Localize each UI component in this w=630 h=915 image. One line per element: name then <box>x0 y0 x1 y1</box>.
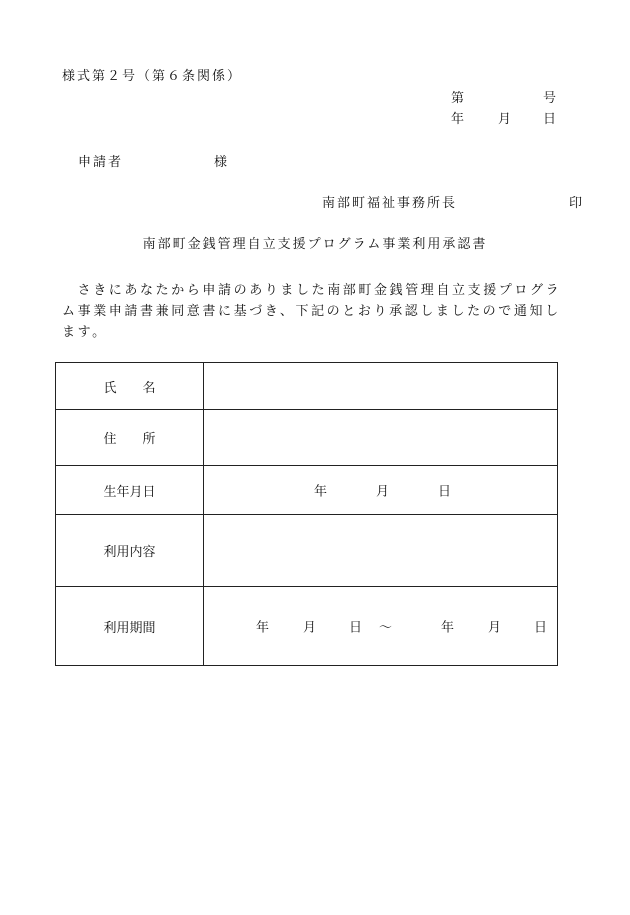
issuer-name: 南部町福祉事務所長 <box>322 196 458 211</box>
period-end-year: 年 <box>441 620 455 636</box>
period-start-year: 年 <box>256 620 270 636</box>
period-tilde: ～ <box>379 620 393 636</box>
usage-value-cell <box>204 515 558 587</box>
issue-date-day: 日 <box>543 112 557 127</box>
body-paragraph: さきにあなたから申請のありました南部町金銭管理自立支援プログラム事業申請書兼同意書に基づき、下記のとおり承認しましたので通知します。 <box>62 283 562 340</box>
table-row-birthdate <box>56 466 558 515</box>
birthdate-year: 年 <box>314 484 328 500</box>
table-row-usage <box>56 515 558 587</box>
info-table <box>55 362 558 666</box>
period-end-month: 月 <box>488 620 502 636</box>
birthdate-day: 日 <box>438 484 452 500</box>
birthdate-value-cell <box>204 466 558 515</box>
form-number: 様式第２号（第６条関係） <box>62 69 243 84</box>
issue-date-year: 年 <box>451 112 465 127</box>
address-label: 住 所 <box>56 410 204 466</box>
birthdate-month: 月 <box>376 484 390 500</box>
usage-label: 利用内容 <box>56 515 204 587</box>
issue-date-month: 月 <box>498 112 512 127</box>
doc-number-suffix: 号 <box>543 91 557 106</box>
period-start-day: 日 <box>349 620 363 636</box>
table-row-address <box>56 410 558 466</box>
applicant-label: 申請者 <box>78 155 124 170</box>
name-value-cell <box>204 363 558 410</box>
period-start-month: 月 <box>303 620 317 636</box>
period-label: 利用期間 <box>56 587 204 666</box>
seal-mark: 印 <box>569 196 583 211</box>
doc-number-prefix: 第 <box>451 91 465 106</box>
period-end-day: 日 <box>534 620 548 636</box>
table-row-period <box>56 587 558 666</box>
document-title: 南部町金銭管理自立支援プログラム事業利用承認書 <box>142 237 488 252</box>
address-value-cell <box>204 410 558 466</box>
birthdate-label: 生年月日 <box>56 466 204 515</box>
name-label: 氏 名 <box>56 363 204 410</box>
applicant-honorific: 様 <box>214 155 228 170</box>
table-row-name <box>56 363 558 410</box>
period-value-cell <box>204 587 558 666</box>
